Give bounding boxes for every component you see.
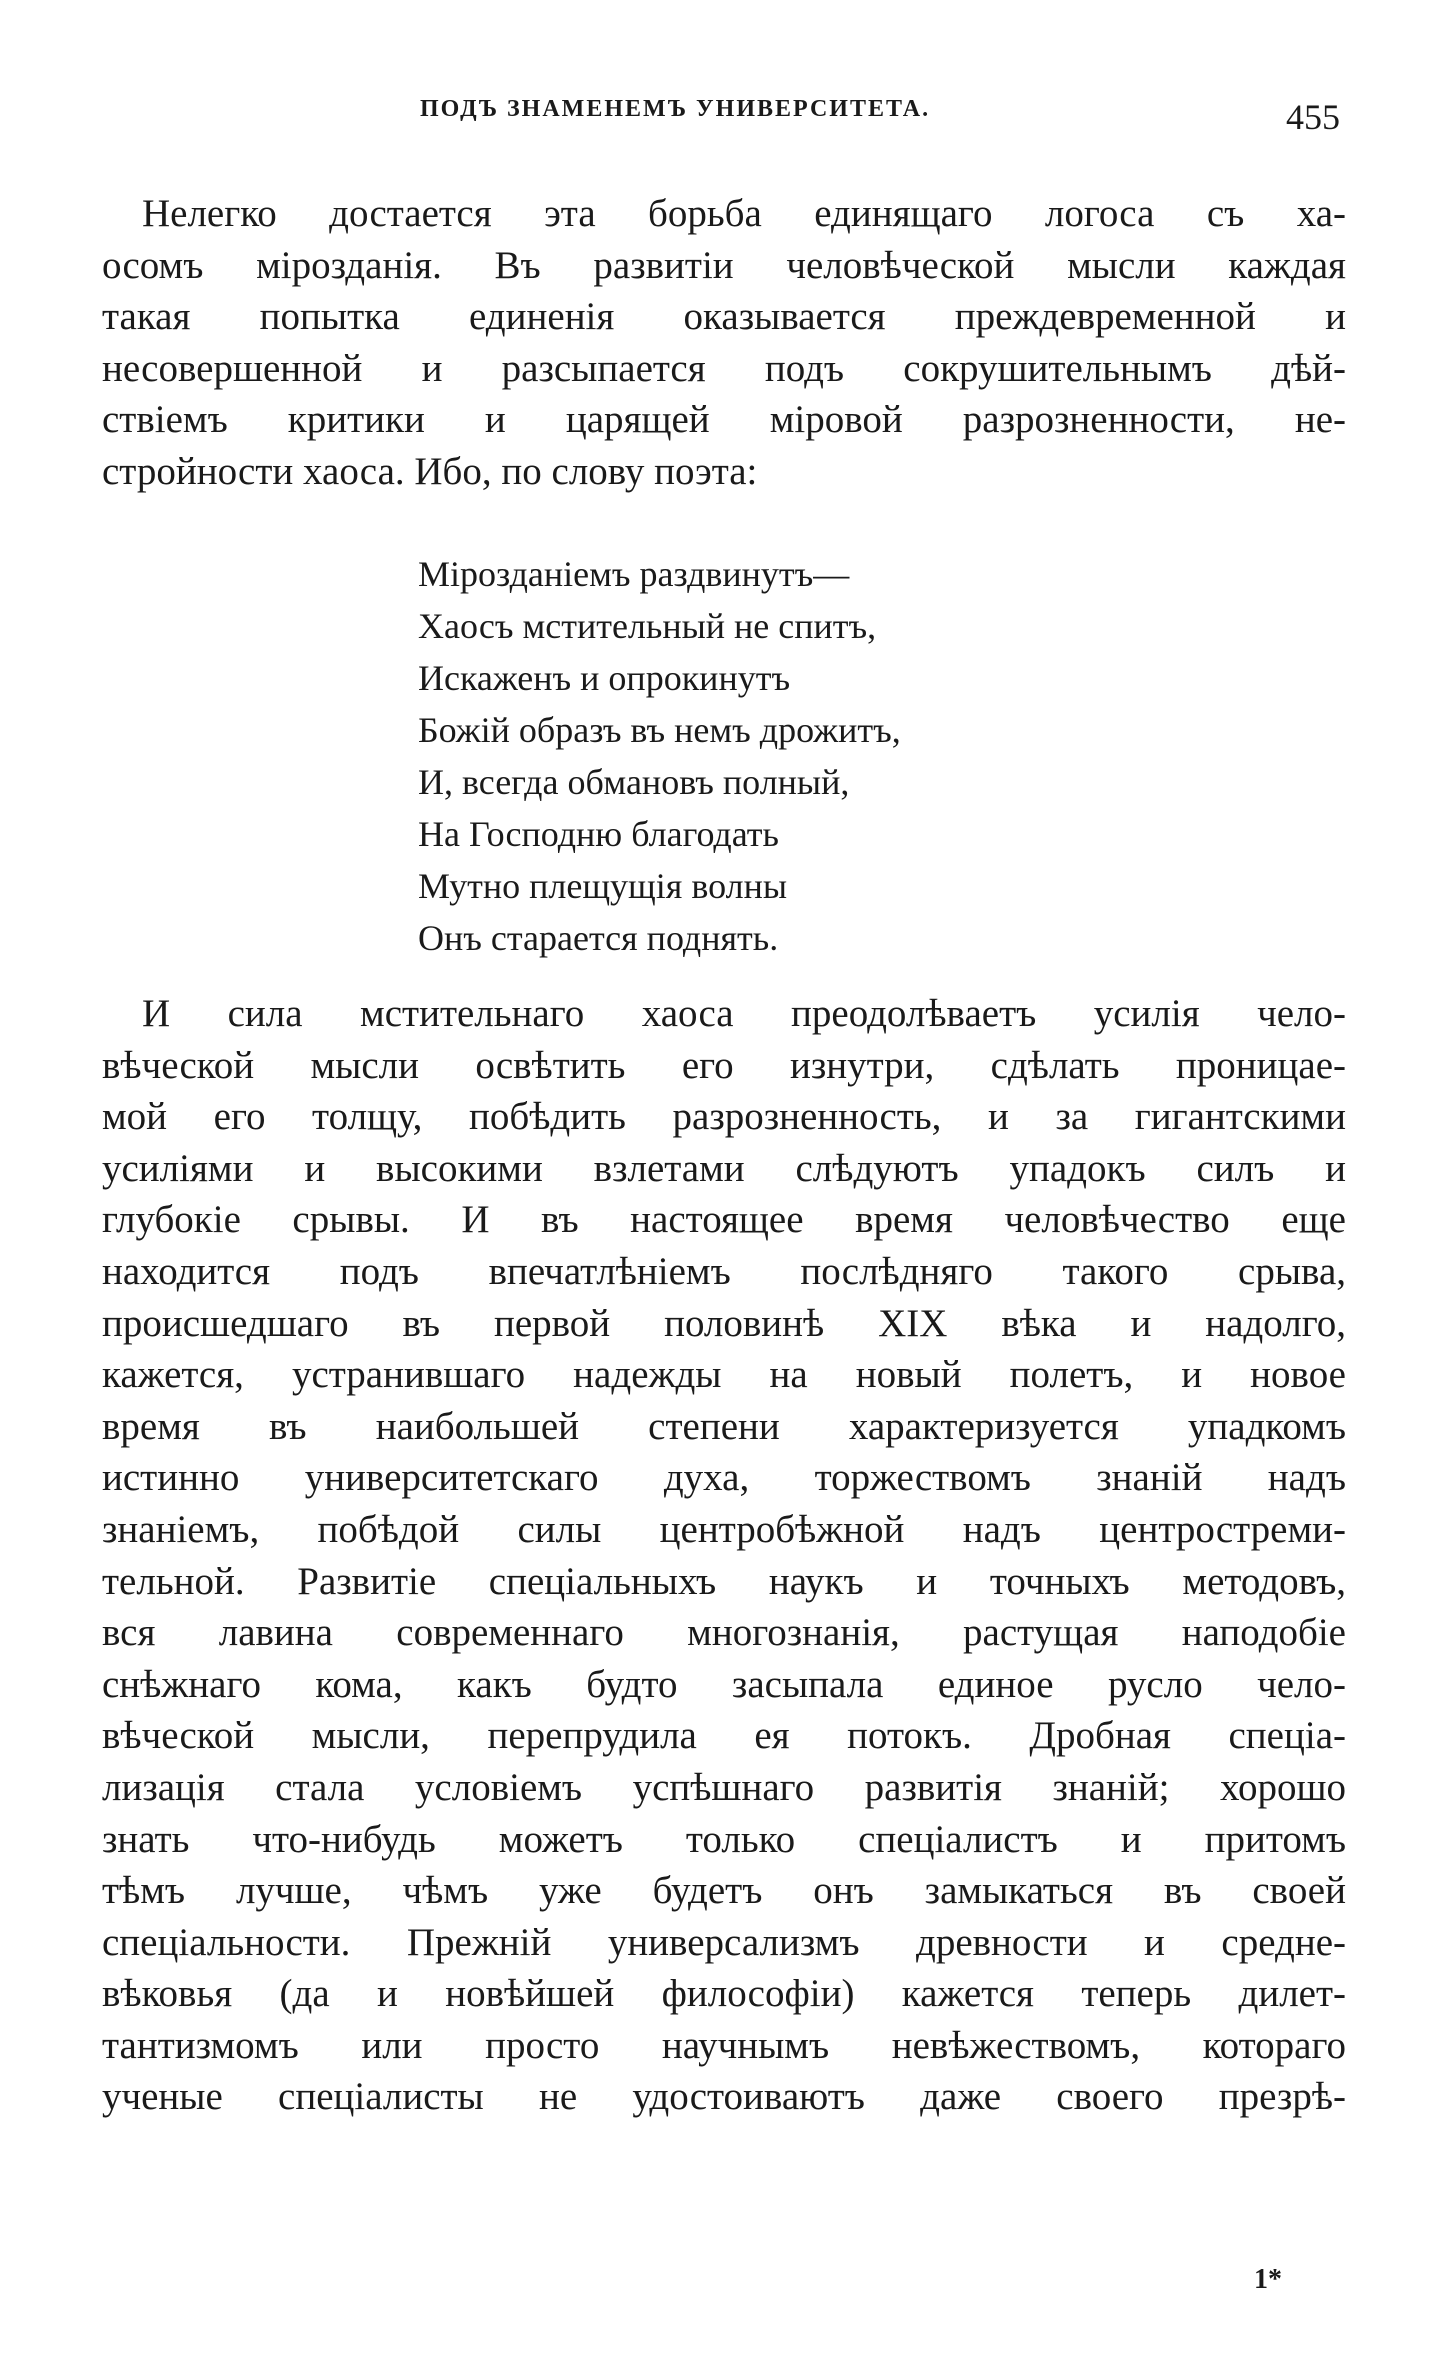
text-line: вѣческой мысли освѣтить его изнутри, сдѣлать проницае- <box>102 1043 1346 1087</box>
text-line: вѣковья (да и новѣйшей философіи) кажется теперь дилет- <box>102 1972 1346 2016</box>
poem-line: Мірозданіемъ раздвинутъ— <box>418 554 850 594</box>
signature-mark: 1* <box>1254 2264 1282 2295</box>
text-line: спеціальности. Прежній универсализмъ древности и средне- <box>102 1920 1346 1964</box>
text-line: время въ наибольшей степени характеризуется упадкомъ <box>102 1404 1346 1448</box>
text-line: знать что-нибудь можетъ только спеціалистъ и притомъ <box>102 1817 1346 1861</box>
text-line: тельной. Развитіе спеціальныхъ наукъ и точныхъ методовъ, <box>102 1559 1346 1603</box>
poem-line: Божій образъ въ немъ дрожитъ, <box>418 710 901 750</box>
text-line: стройности хаоса. Ибо, по слову поэта: <box>102 449 758 493</box>
text-line: происшедшаго въ первой половинѣ XIX вѣка и надолго, <box>102 1301 1346 1345</box>
paragraph-2 <box>102 988 1346 2123</box>
poem-line: Онъ старается поднять. <box>418 918 779 958</box>
text-line: лизація стала условіемъ успѣшнаго развитія знаній; хорошо <box>102 1765 1346 1809</box>
poem-quote <box>418 548 901 964</box>
text-line: ствіемъ критики и царящей міровой разрозненности, не- <box>102 398 1346 442</box>
text-line: И сила мстительнаго хаоса преодолѣваетъ усилія чело- <box>142 992 1346 1035</box>
text-line: снѣжнаго кома, какъ будто засыпала единое русло чело- <box>102 1662 1346 1706</box>
paragraph-1 <box>102 188 1346 498</box>
text-line: осомъ мірозданія. Въ развитіи человѣческой мысли каждая <box>102 243 1346 287</box>
text-line: ученые спеціалисты не удостоиваютъ даже своего презрѣ- <box>102 2075 1346 2119</box>
text-line: несовершенной и разсыпается подъ сокрушительнымъ дѣй- <box>102 346 1346 390</box>
text-line: вся лавина современнаго многознанія, растущая наподобіе <box>102 1611 1346 1655</box>
text-line: истинно университетскаго духа, торжествомъ знаній надъ <box>102 1456 1346 1500</box>
page-number: 455 <box>1286 97 1340 137</box>
text-line: знаніемъ, побѣдой силы центробѣжной надъ центростреми- <box>102 1507 1346 1551</box>
poem-line: На Господню благодать <box>418 814 779 854</box>
poem-line: Мутно плещущія волны <box>418 866 788 906</box>
text-line: Нелегко достается эта борьба единящаго логоса съ ха- <box>142 192 1346 235</box>
text-line: такая попытка единенія оказывается преждевременной и <box>102 295 1346 339</box>
text-line: тѣмъ лучше, чѣмъ уже будетъ онъ замыкаться въ своей <box>102 1869 1346 1913</box>
text-line: вѣческой мысли, перепрудила ея потокъ. Дробная спеціа- <box>102 1714 1346 1758</box>
text-line: находится подъ впечатлѣніемъ послѣдняго такого срыва, <box>102 1249 1346 1293</box>
text-line: усиліями и высокими взлетами слѣдуютъ упадокъ силъ и <box>102 1146 1346 1190</box>
text-line: тантизмомъ или просто научнымъ невѣжествомъ, котораго <box>102 2023 1346 2067</box>
poem-line: И, всегда обмановъ полный, <box>418 762 850 802</box>
text-line: кажется, устранившаго надежды на новый полетъ, и новое <box>102 1353 1346 1397</box>
text-line: мой его толщу, побѣдить разрозненность, и за гигантскими <box>102 1095 1346 1139</box>
poem-line: Хаосъ мстительный не спитъ, <box>418 606 877 646</box>
poem-line: Искаженъ и опрокинутъ <box>418 658 791 698</box>
text-line: глубокіе срывы. И въ настоящее время человѣчество еще <box>102 1198 1346 1242</box>
running-head: ПОДЪ ЗНАМЕНЕМЪ УНИВЕРСИТЕТА. <box>420 96 931 122</box>
